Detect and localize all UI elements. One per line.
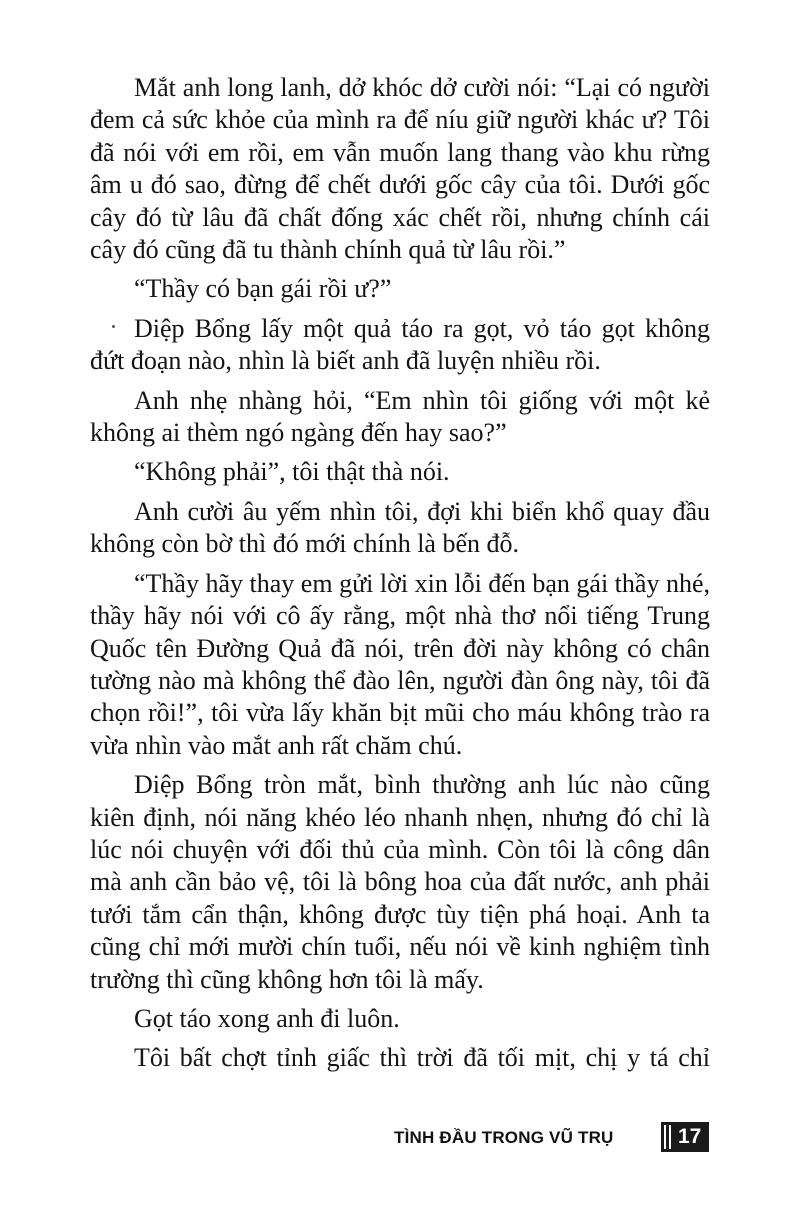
paragraph-1: Mắt anh long lanh, dở khóc dở cười nói: “Lại có người đem cả sức khỏe của mình ra để níu giữ người khác ư? Tôi đã nói với em rồi, em vẫn muốn lang thang vào khu rừng âm u đó sao, đừng để chết dưới gốc cây của tôi. Dưới gốc cây đó từ lâu đã chất đống xác chết rồi, nhưng chính cái cây đó cũng đã tu thành chính quả từ lâu rồi.” (90, 73, 710, 265)
paragraph-3: Diệp Bổng lấy một quả táo ra gọt, vỏ táo gọt không đứt đoạn nào, nhìn là biết anh đã luyện nhiều rồi. (90, 313, 710, 376)
paragraph-4: Anh nhẹ nhàng hỏi, “Em nhìn tôi giống với một kẻ không ai thèm ngó ngàng đến hay sao?” (90, 385, 710, 448)
paragraph-2: “Thầy có bạn gái rồi ư?” (134, 274, 392, 304)
paragraph-7: “Thầy hãy thay em gửi lời xin lỗi đến bạn gái thầy nhé, thầy hãy nói với cô ấy rằng, một nhà thơ nổi tiếng Trung Quốc tên Đường Quả đã nói, trên đời này không có chân tường nào mà không thể đào lên, người đàn ông này, tôi đã chọn rồi!”, tôi vừa lấy khăn bịt mũi cho máu không trào ra vừa nhìn vào mắt anh rất chăm chú. (90, 568, 710, 760)
paragraph-6: Anh cười âu yếm nhìn tôi, đợi khi biển khổ quay đầu không còn bờ thì đó mới chính là bến đỗ. (90, 496, 710, 559)
paragraph-10: Tôi bất chợt tỉnh giấc thì trời đã tối mịt, chị y tá chỉ (134, 1043, 710, 1073)
page-body (90, 72, 710, 1082)
badge-stripe-icon (664, 1125, 671, 1149)
paragraph-5: “Không phải”, tôi thật thà nói. (134, 457, 450, 487)
page-number-badge (661, 1122, 709, 1152)
scan-speck (112, 325, 115, 328)
running-book-title: TÌNH ĐẦU TRONG VŨ TRỤ (394, 1128, 614, 1147)
paragraph-9: Gọt táo xong anh đi luôn. (134, 1003, 400, 1033)
page-number: 17 (678, 1125, 702, 1148)
paragraph-8: Diệp Bổng tròn mắt, bình thường anh lúc nào cũng kiên định, nói năng khéo léo nhanh nhẹn, nhưng đó chỉ là lúc nói chuyện với đối thủ của mình. Còn tôi là công dân mà anh cần bảo vệ, tôi là bông hoa của đất nước, anh phải tưới tắm cẩn thận, không được tùy tiện phá hoại. Anh ta cũng chỉ mới mười chín tuổi, nếu nói về kinh nghiệm tình trường thì cũng không hơn tôi là mấy. (90, 770, 710, 994)
page-footer (0, 1118, 800, 1158)
